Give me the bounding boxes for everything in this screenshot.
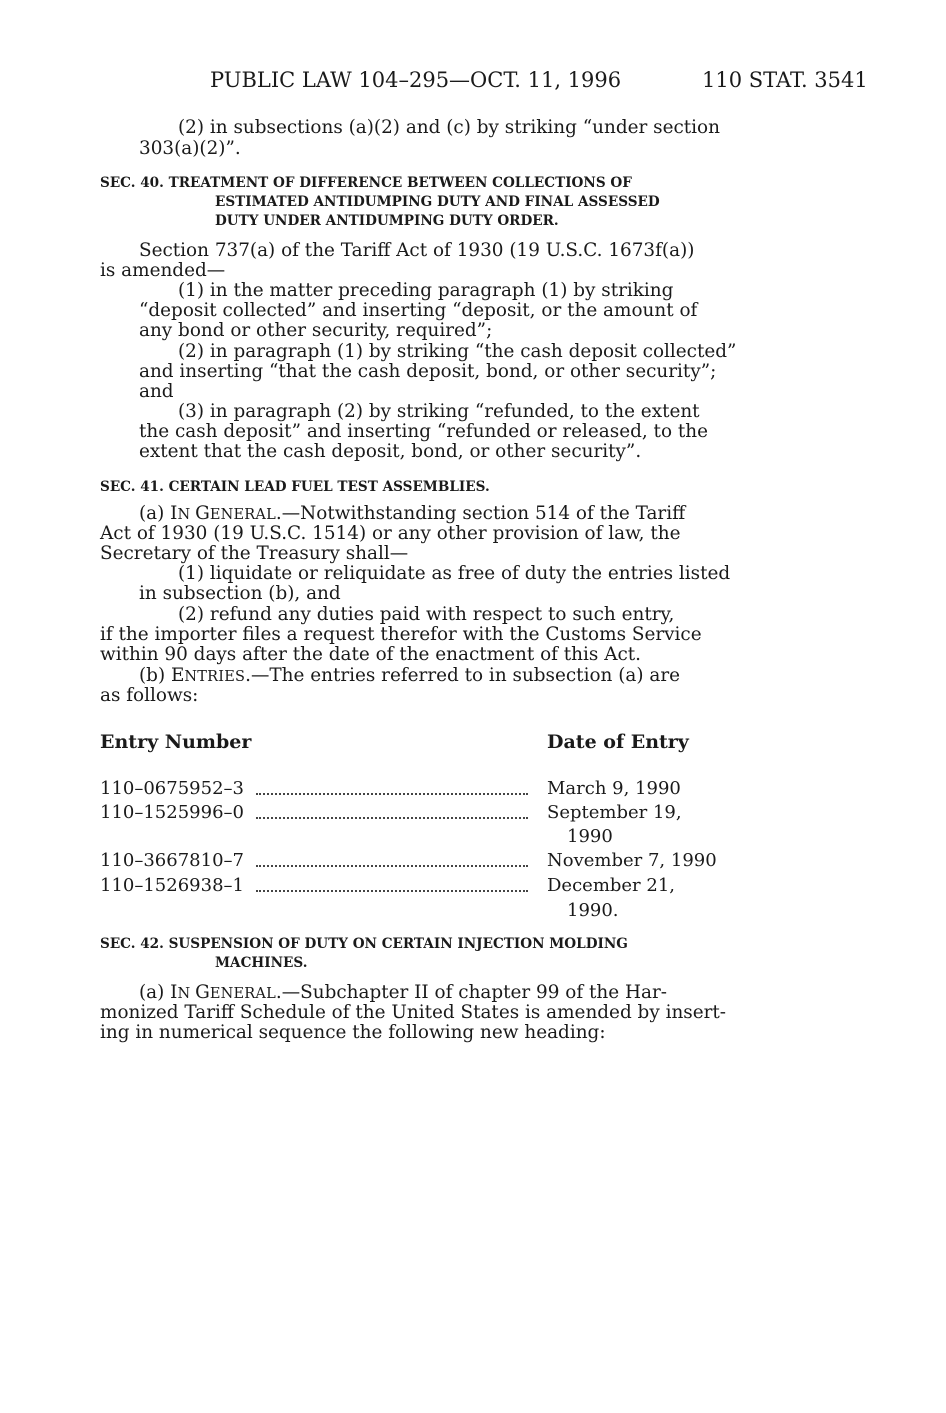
- body-line: Act of 1930 (19 U.S.C. 1514) or any other provision of law, the: [100, 523, 681, 544]
- table-header-entry-number: Entry Number: [100, 731, 252, 753]
- body-line: the cash deposit” and inserting “refunded or released, to the: [139, 421, 708, 442]
- subsection-line: (a) IN GENERAL.—Notwithstanding section 514 of the Tariff: [139, 503, 686, 524]
- subsection-line: (a) IN GENERAL.—Subchapter II of chapter 99 of the Har-: [139, 982, 668, 1003]
- body-line: and: [139, 381, 174, 402]
- section-heading: SEC. 42. SUSPENSION OF DUTY ON CERTAIN INJECTION MOLDING: [100, 936, 628, 952]
- body-line: (2) in paragraph (1) by striking “the cash deposit collected”: [178, 341, 737, 362]
- table-header-date-of-entry: Date of Entry: [547, 731, 689, 753]
- body-line: any bond or other security, required”;: [139, 320, 493, 341]
- body-line: as follows:: [100, 685, 199, 706]
- body-line: (3) in paragraph (2) by striking “refunded, to the extent: [178, 401, 700, 422]
- section-heading: SEC. 41. CERTAIN LEAD FUEL TEST ASSEMBLIES.: [100, 479, 490, 495]
- entry-date-continued: 1990.: [567, 900, 619, 921]
- entry-number: 110–3667810–7: [100, 850, 244, 871]
- body-line: (1) liquidate or reliquidate as free of duty the entries listed: [178, 563, 731, 584]
- dot-leader: [256, 888, 528, 892]
- intro-line: (2) in subsections (a)(2) and (c) by striking “under section: [178, 117, 720, 138]
- body-line: (1) in the matter preceding paragraph (1) by striking: [178, 280, 674, 301]
- entry-date: September 19,: [547, 802, 682, 823]
- running-header-title: PUBLIC LAW 104–295—OCT. 11, 1996: [210, 68, 622, 92]
- dot-leader: [256, 791, 528, 795]
- running-header-stat: 110 STAT. 3541: [702, 68, 868, 92]
- dot-leader: [256, 863, 528, 867]
- body-line: and inserting “that the cash deposit, bond, or other security”;: [139, 361, 717, 382]
- section-heading: DUTY UNDER ANTIDUMPING DUTY ORDER.: [215, 213, 559, 229]
- entry-number: 110–1526938–1: [100, 875, 244, 896]
- subsection-line: (b) ENTRIES.—The entries referred to in subsection (a) are: [139, 665, 681, 686]
- entry-date: March 9, 1990: [547, 778, 681, 799]
- intro-line: 303(a)(2)”.: [139, 138, 241, 159]
- body-line: if the importer files a request therefor with the Customs Service: [100, 624, 702, 645]
- body-line: ing in numerical sequence the following new heading:: [100, 1022, 606, 1043]
- body-line: Secretary of the Treasury shall—: [100, 543, 409, 564]
- section-heading: SEC. 40. TREATMENT OF DIFFERENCE BETWEEN COLLECTIONS OF: [100, 175, 632, 191]
- entry-number: 110–0675952–3: [100, 778, 244, 799]
- body-line: in subsection (b), and: [139, 583, 341, 604]
- body-line: within 90 days after the date of the enactment of this Act.: [100, 644, 642, 665]
- section-heading: ESTIMATED ANTIDUMPING DUTY AND FINAL ASSESSED: [215, 194, 660, 210]
- body-line: “deposit collected” and inserting “deposit, or the amount of: [139, 300, 698, 321]
- body-line: is amended—: [100, 260, 226, 281]
- body-line: (2) refund any duties paid with respect to such entry,: [178, 604, 675, 625]
- entry-date-continued: 1990: [567, 826, 613, 847]
- section-heading: MACHINES.: [215, 955, 308, 971]
- entry-date: December 21,: [547, 875, 676, 896]
- body-line: extent that the cash deposit, bond, or other security”.: [139, 441, 642, 462]
- dot-leader: [256, 815, 528, 819]
- body-line: Section 737(a) of the Tariff Act of 1930 (19 U.S.C. 1673f(a)): [139, 240, 695, 261]
- entry-date: November 7, 1990: [547, 850, 717, 871]
- entry-number: 110–1525996–0: [100, 802, 244, 823]
- body-line: monized Tariff Schedule of the United States is amended by insert-: [100, 1002, 727, 1023]
